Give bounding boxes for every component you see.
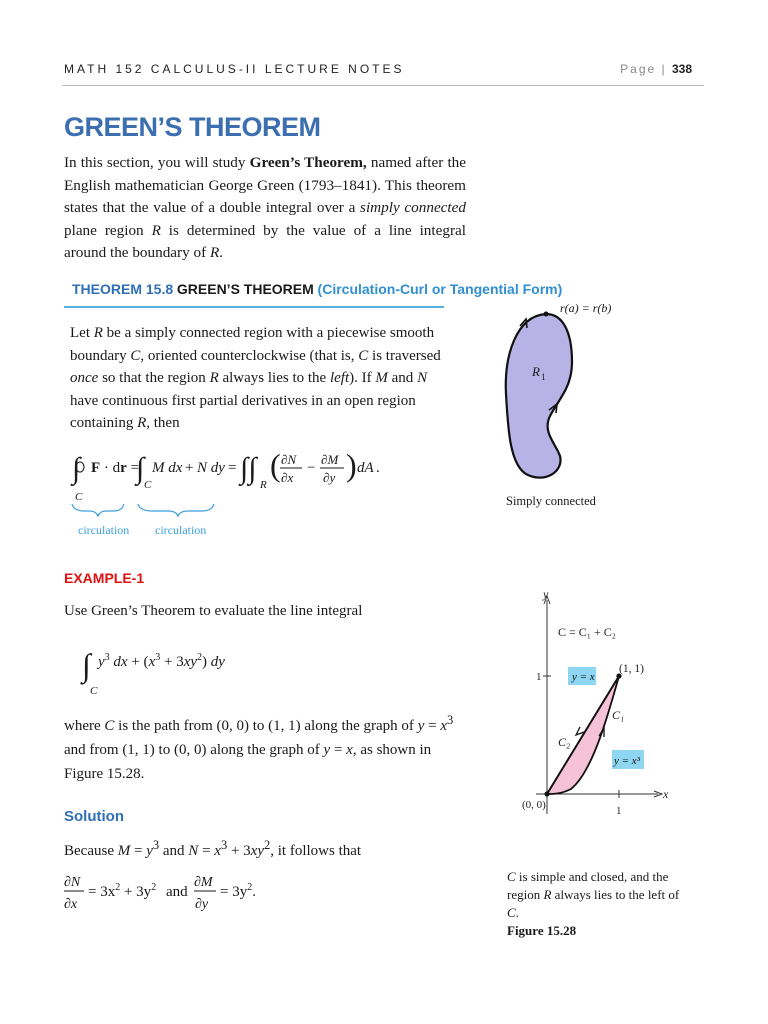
where-text: is the path from (0, 0) to (1, 1) along the graph of xyxy=(114,718,418,734)
where-var: y xyxy=(323,742,331,758)
intro-text: is determined by the value of a line integral around the boundary of xyxy=(64,221,466,261)
svg-text:∂M: ∂M xyxy=(194,875,213,890)
caption-var: C xyxy=(507,869,516,884)
theorem-var: C xyxy=(130,347,141,364)
theorem-heading xyxy=(72,281,562,299)
svg-text:∂y: ∂y xyxy=(195,897,209,912)
theorem-text: , then xyxy=(146,415,180,431)
where-var: x xyxy=(440,718,447,734)
theorem-var: M xyxy=(375,370,388,386)
theorem-var: R xyxy=(209,370,219,386)
partial-derivatives-equation xyxy=(64,866,324,926)
page-number xyxy=(620,62,692,76)
theorem-var: once xyxy=(70,370,99,386)
theorem-text: have continuous first partial derivatives in an open region containing xyxy=(70,392,416,431)
y-tick-label: 1 xyxy=(536,671,542,683)
theorem-text: Let xyxy=(70,325,94,341)
sol-var: M xyxy=(117,843,131,859)
c1-label: C₁ xyxy=(612,708,625,722)
caption-text: always lies to the left of xyxy=(551,887,680,902)
section-title: GREEN’S THEOREM xyxy=(64,112,321,142)
sol-var: y xyxy=(146,843,153,859)
intro-text: In this section, you will study xyxy=(64,154,250,171)
svg-text:+: + xyxy=(185,460,194,476)
x-tick-label: 1 xyxy=(616,805,622,817)
svg-text:= 3x2 + 3y2: = $3x^2 + 3y^2$ xyxy=(88,882,157,900)
svg-text:∫: ∫ xyxy=(72,452,81,485)
theorem-var: R xyxy=(137,415,147,431)
figure-15-28 xyxy=(506,588,676,846)
greens-theorem-formula xyxy=(70,440,430,540)
example-prompt: Use Green’s Theorem to evaluate the line integral xyxy=(64,603,363,619)
sol-text: = xyxy=(198,843,215,859)
sol-text: and xyxy=(159,843,189,859)
theorem-text: is traversed xyxy=(368,347,441,364)
start-point-dot xyxy=(544,312,549,317)
svg-text:=: = xyxy=(228,460,237,476)
c2-label: C₂ xyxy=(558,735,571,749)
svg-text:.: . xyxy=(376,460,380,476)
solution-heading: Solution xyxy=(64,808,124,825)
origin-dot xyxy=(544,791,549,796)
point-1-1-label: (1, 1) xyxy=(619,663,644,675)
svg-text:∫: ∫ xyxy=(136,452,145,485)
svg-text:): ) xyxy=(346,447,357,483)
theorem-text: so that the region xyxy=(98,370,210,386)
svg-text:∂M: ∂M xyxy=(321,452,339,467)
sol-var: x xyxy=(214,843,221,859)
formula-label-left: circulation xyxy=(78,523,130,537)
sol-var: N xyxy=(188,843,199,859)
theorem-text: , oriented counterclockwise (that is, xyxy=(140,347,359,364)
theorem-body xyxy=(70,322,450,435)
where-text: where xyxy=(64,718,105,734)
theorem-text: be a simply connected region with a piecewise smooth boundary xyxy=(70,325,435,364)
intro-text: plane region xyxy=(64,221,152,239)
svg-text:M dx: M dx xyxy=(152,460,183,476)
sol-text: = xyxy=(130,843,147,859)
running-header-course: MATH 152 CALCULUS-II LECTURE NOTES xyxy=(64,62,405,76)
caption-text: is simple and closed, and the region xyxy=(507,869,669,902)
theorem-var: C xyxy=(358,347,369,364)
where-text: and from (1, 1) to (0, 0) along the graph of xyxy=(64,742,324,758)
intro-italic: simply connected xyxy=(360,199,466,216)
sol-text: Because xyxy=(64,843,118,859)
formula-label-right: circulation xyxy=(155,523,207,537)
where-var: x xyxy=(346,742,353,758)
origin-label: (0, 0) xyxy=(522,799,546,811)
header-rule xyxy=(62,85,704,86)
page-number-value: 338 xyxy=(671,62,692,76)
where-var: C xyxy=(104,718,115,734)
sol-text: + 3 xyxy=(227,843,251,859)
curve-equation-label: C = C₁ + C₂ xyxy=(558,625,616,639)
sol-sup: 3 xyxy=(152,838,160,852)
intro-paragraph xyxy=(64,152,466,265)
x-axis-label: x xyxy=(663,787,669,801)
sol-text: , it follows that xyxy=(270,843,362,859)
theorem-rule xyxy=(64,306,444,308)
caption-var: R xyxy=(543,887,552,902)
svg-text:∂x: ∂x xyxy=(64,897,78,912)
theorem-number: THEOREM 15.8 xyxy=(72,281,174,297)
curve-label-y-x3: y = x³ xyxy=(614,755,640,767)
theorem-text: and xyxy=(387,370,418,386)
example-description xyxy=(64,708,474,786)
sol-var: xy xyxy=(250,843,264,859)
svg-text:−: − xyxy=(307,460,316,476)
theorem-text: ). If xyxy=(349,370,376,386)
theorem-subtitle: (Circulation-Curl or Tangential Form) xyxy=(317,281,563,297)
svg-text:and: and xyxy=(166,884,188,900)
solution-text xyxy=(64,838,361,860)
simply-connected-figure xyxy=(498,296,668,520)
svg-text:R: R xyxy=(260,479,267,491)
theorem-var: N xyxy=(417,370,428,386)
svg-text:(: ( xyxy=(270,447,281,483)
curve-label-y-x: y = x xyxy=(572,671,595,683)
intro-italic: R xyxy=(209,244,220,261)
sol-sup: 2 xyxy=(264,838,271,852)
page-label: Page | xyxy=(620,62,667,76)
svg-text:C: C xyxy=(75,491,83,503)
example-line-integral xyxy=(80,640,280,698)
region-label-sub: 1 xyxy=(541,372,546,382)
svg-text:dA: dA xyxy=(357,460,374,476)
svg-text:N dy: N dy xyxy=(197,460,225,476)
where-text: = xyxy=(424,718,441,734)
svg-text:C: C xyxy=(144,479,152,491)
intro-bold: Green’s Theorem, xyxy=(249,154,367,171)
svg-text:∂N: ∂N xyxy=(64,875,81,890)
svg-text:y3 dx + (x3 + 3xy2) dy: $y^3$ dx + $(x^3 + 3xy^2)$ dy xyxy=(98,652,225,670)
example-heading: EXAMPLE-1 xyxy=(64,570,145,586)
theorem-var: left xyxy=(329,370,350,386)
svg-text:F · dr =: F · dr = xyxy=(91,460,140,476)
svg-text:∫∫: ∫∫ xyxy=(240,452,257,485)
where-var: y xyxy=(417,718,425,734)
where-sup: 3 xyxy=(447,713,454,727)
svg-text:∂x: ∂x xyxy=(281,470,294,485)
theorem-text: always lies to the xyxy=(218,370,330,386)
region-label: R xyxy=(532,364,540,379)
theorem-var: R xyxy=(93,325,103,341)
caption-var: C xyxy=(507,905,516,920)
fig1-point-label: r(a) = r(b) xyxy=(560,301,612,315)
svg-text:∂N: ∂N xyxy=(281,452,297,467)
svg-text:= 3y2.: = $3y^2$. xyxy=(220,882,256,900)
sol-sup: 3 xyxy=(220,838,228,852)
intro-text: . xyxy=(219,244,224,261)
svg-text:C: C xyxy=(90,685,98,697)
figure-number-label: Figure 15.28 xyxy=(507,923,577,938)
theorem-name: GREEN’S THEOREM xyxy=(176,281,314,297)
intro-italic: R xyxy=(151,221,161,239)
svg-text:∫: ∫ xyxy=(82,647,91,683)
y-axis-label: y xyxy=(543,588,549,601)
svg-text:∂y: ∂y xyxy=(323,470,336,485)
caption-text: . xyxy=(515,905,519,920)
intro-text: named after the English mathematician George Green (1793–1841). This theorem states that the value of a double integral over a xyxy=(64,154,467,216)
where-text: = xyxy=(330,742,347,758)
region-r1 xyxy=(506,314,572,478)
fig1-caption: Simply connected xyxy=(506,494,596,508)
where-text: , as shown in Figure 15.28. xyxy=(64,742,432,782)
figure-15-28-caption xyxy=(507,868,683,940)
